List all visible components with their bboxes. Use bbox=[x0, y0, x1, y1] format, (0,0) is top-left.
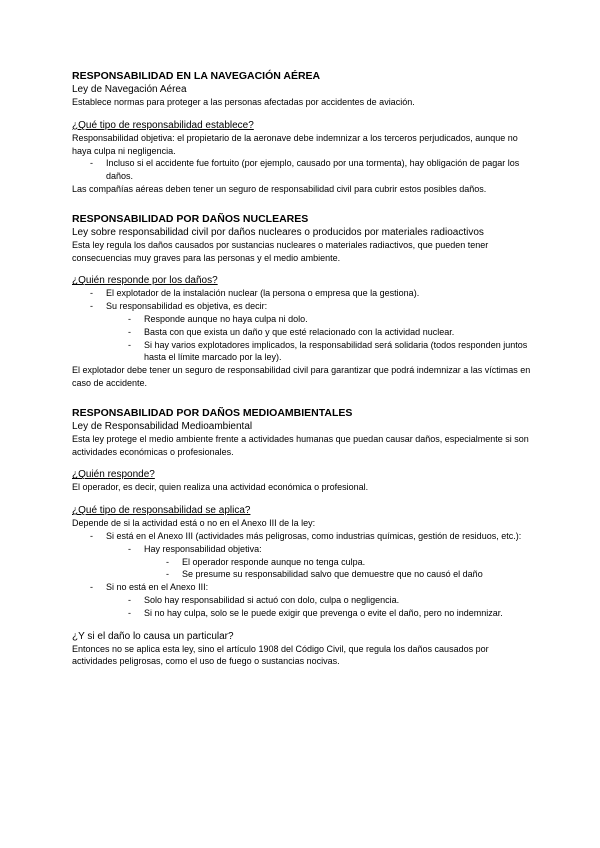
list-item: - Si está en el Anexo III (actividades más peligrosas, como industrias químicas, gestión de residuos, etc.): bbox=[90, 530, 522, 541]
list-item: - Se presume su responsabilidad salvo que demuestre que no causó el daño bbox=[166, 569, 483, 580]
document-page bbox=[72, 70, 532, 668]
list-item: - El explotador de la instalación nuclear (la persona o empresa que la gestiona). bbox=[90, 288, 420, 299]
list-item: - El operador responde aunque no tenga culpa. bbox=[166, 556, 366, 567]
list-item: - Si no hay culpa, solo se le puede exigir que prevenga o evite el daño, pero no indemnizar. bbox=[128, 607, 503, 618]
law-name-nuclear: Ley sobre responsabilidad civil por daños nucleares o producidos por materiales radioactivos bbox=[72, 226, 484, 238]
list-item: - Su responsabilidad es objetiva, es decir: bbox=[90, 301, 268, 312]
question-heading: ¿Quién responde? bbox=[72, 469, 155, 481]
question-heading: ¿Quién responde por los daños? bbox=[72, 275, 218, 287]
question-heading: ¿Qué tipo de responsabilidad establece? bbox=[72, 119, 254, 131]
list-item: - Si no está en el Anexo III: bbox=[90, 582, 209, 593]
paragraph: Las compañías aéreas deben tener un seguro de responsabilidad civil para cubrir estos posibles daños. bbox=[72, 183, 487, 194]
law-name-environment: Ley de Responsabilidad Medioambiental bbox=[72, 420, 253, 432]
question-heading: ¿Y si el daño lo causa un particular? bbox=[72, 630, 234, 642]
list-item: - Solo hay responsabilidad si actuó con dolo, culpa o negligencia. bbox=[128, 594, 400, 605]
list-item: - Responde aunque no haya culpa ni dolo. bbox=[128, 313, 308, 324]
law-name-aviation: Ley de Navegación Aérea bbox=[72, 84, 187, 95]
paragraph: Esta ley regula los daños causados por sustancias nucleares o materiales radiactivos, que pueden tener consecuencias muy graves para las personas y el medio ambiente. bbox=[72, 239, 489, 263]
paragraph: Depende de si la actividad está o no en el Anexo III de la ley: bbox=[72, 518, 316, 529]
paragraph: Entonces no se aplica esta ley, sino el artículo 1908 del Código Civil, que regula los daños causados por actividades peligrosas, como el uso de fuego o sustancias nocivas. bbox=[72, 643, 489, 667]
section-title-environment: RESPONSABILIDAD POR DAÑOS MEDIOAMBIENTALES bbox=[72, 406, 353, 419]
paragraph: Establece normas para proteger a las personas afectadas por accidentes de aviación. bbox=[72, 97, 415, 107]
paragraph: Esta ley protege el medio ambiente frente a actividades humanas que puedan causar daños, especialmente si son actividades económicas o profesionales. bbox=[72, 433, 529, 457]
list-item: - Basta con que exista un daño y que esté relacionado con la actividad nuclear. bbox=[128, 326, 455, 337]
question-heading: ¿Qué tipo de responsabilidad se aplica? bbox=[72, 505, 251, 517]
section-title-aviation: RESPONSABILIDAD EN LA NAVEGACIÓN AÉREA bbox=[72, 70, 321, 82]
paragraph: El operador, es decir, quien realiza una actividad económica o profesional. bbox=[72, 482, 369, 493]
list-item: - Incluso si el accidente fue fortuito (por ejemplo, causado por una tormenta), hay obligación de pagar los daños. bbox=[90, 158, 520, 182]
list-item: - Si hay varios explotadores implicados, la responsabilidad será solidaria (todos responden juntos hasta el límite marcado por la ley). bbox=[128, 339, 528, 363]
list-item: - Hay responsabilidad objetiva: bbox=[128, 543, 262, 554]
section-title-nuclear: RESPONSABILIDAD POR DAÑOS NUCLEARES bbox=[72, 212, 309, 225]
paragraph: El explotador debe tener un seguro de responsabilidad civil para garantizar que podrá indemnizar a las víctimas en caso de accidente. bbox=[72, 365, 531, 388]
paragraph: Responsabilidad objetiva: el propietario de la aeronave debe indemnizar a los terceros perjudicados, aunque no haya culpa ni negligencia. bbox=[72, 132, 518, 156]
